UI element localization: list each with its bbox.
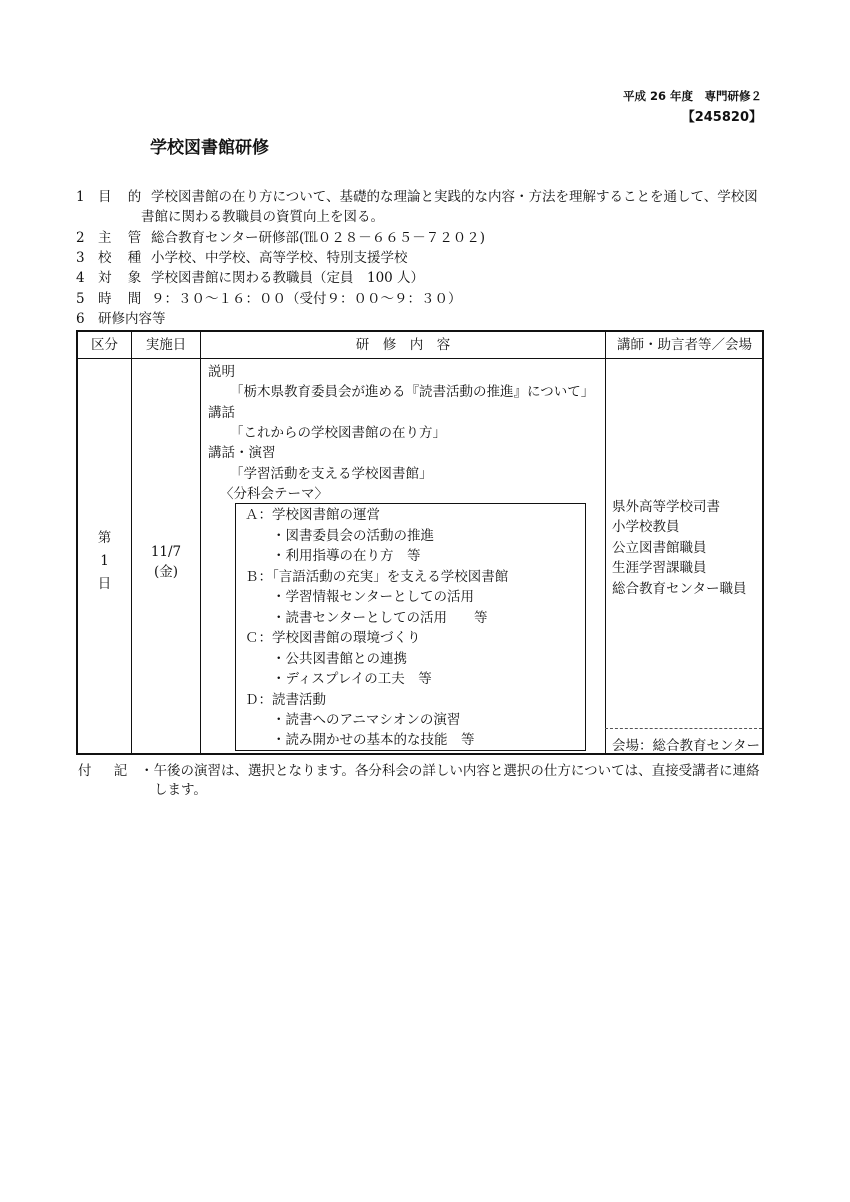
info-value: 学校図書館の在り方について、基礎的な理論と実践的な内容・方法を理解することを通して、学校図 [151, 189, 758, 205]
content-line: 「学習活動を支える学校図書館」 [230, 466, 433, 482]
venue-divider [605, 728, 762, 729]
theme-item: ・読み開かせの基本的な技能 等 [272, 732, 475, 748]
note-text-continued: します。 [154, 782, 207, 798]
info-value: 小学校、中学校、高等学校、特別支援学校 [151, 250, 408, 266]
info-number: 6 [76, 311, 85, 327]
header-divider [78, 358, 762, 359]
theme-box [235, 503, 586, 751]
year-course-label: 平成 26 年度 専門研修２ [622, 89, 762, 103]
date-value: 11/7 [150, 544, 182, 560]
info-number: 1 [76, 189, 85, 205]
date-cell [132, 542, 200, 582]
info-label: 時 間 [98, 291, 148, 307]
header-date: 実施日 [145, 337, 187, 353]
theme-item: ・図書委員会の活動の推進 [272, 528, 434, 544]
info-label: 主 管 [98, 230, 148, 246]
info-number: 4 [76, 270, 85, 286]
note-text: ・午後の演習は、選択となります。各分科会の詳しい内容と選択の仕方については、直接受講者に連絡 [140, 763, 760, 779]
info-value-continued: 書館に関わる教職員の資質向上を図る。 [141, 209, 384, 225]
theme-item: ・読書センターとしての活用 等 [272, 610, 488, 626]
info-number: 2 [76, 230, 85, 246]
course-code: 【245820】 [681, 110, 762, 125]
schedule-table [76, 330, 764, 755]
note-label: 付 記 [78, 763, 137, 779]
content-line: 「栃木県教育委員会が進める『読書活動の推進』について」 [230, 384, 595, 400]
theme-heading: Ｂ：「言語活動の充実」を支える学校図書館 [245, 569, 509, 585]
header-division: 区分 [91, 337, 118, 353]
division-char: 日 [97, 576, 112, 592]
weekday-value: (金) [153, 564, 179, 580]
info-label: 校 種 [98, 250, 148, 266]
column-divider [200, 332, 201, 753]
instructor-item: 総合教育センター職員 [612, 581, 747, 597]
content-line: 〈分科会テーマ〉 [220, 486, 328, 502]
instructor-item: 県外高等学校司書 [612, 499, 720, 515]
theme-item: ・利用指導の在り方 等 [272, 548, 421, 564]
info-label: 研修内容等 [98, 311, 166, 327]
division-char: 1 [100, 553, 109, 569]
header-content: 研 修 内 容 [355, 337, 451, 353]
info-number: 3 [76, 250, 85, 266]
info-label: 対 象 [98, 270, 148, 286]
info-label: 目 的 [98, 189, 148, 205]
column-divider [605, 332, 606, 753]
division-char: 第 [97, 530, 112, 546]
content-line: 説明 [208, 364, 235, 380]
division-cell [78, 527, 131, 596]
instructor-item: 小学校教員 [612, 519, 680, 535]
header-instructors: 講師・助言者等／会場 [617, 337, 752, 353]
content-line: 講話 [208, 405, 235, 421]
page-title: 学校図書館研修 [150, 138, 269, 158]
content-line: 「これからの学校図書館の在り方」 [230, 425, 446, 441]
instructor-item: 公立図書館職員 [612, 540, 707, 556]
theme-item: ・学習情報センターとしての活用 [272, 589, 474, 605]
info-value: 学校図書館に関わる教職員（定員 100 人） [151, 270, 425, 286]
info-number: 5 [76, 291, 85, 307]
instructor-item: 生涯学習課職員 [612, 560, 707, 576]
theme-heading: Ａ：学校図書館の運営 [245, 507, 380, 523]
theme-item: ・読書へのアニマシオンの演習 [272, 712, 461, 728]
theme-heading: Ｄ：読書活動 [245, 692, 326, 708]
info-value: 総合教育センター研修部(℡０２８－６６５－７２０２) [151, 230, 485, 246]
info-value: ９：３０～１６：００（受付９：００～９：３０） [151, 291, 462, 307]
theme-heading: Ｃ：学校図書館の環境づくり [245, 630, 421, 646]
content-line: 講話・演習 [208, 445, 276, 461]
theme-item: ・公共図書館との連携 [272, 651, 407, 667]
theme-item: ・ディスプレイの工夫 等 [272, 671, 432, 687]
venue-text: 会場：総合教育センター [612, 738, 760, 754]
